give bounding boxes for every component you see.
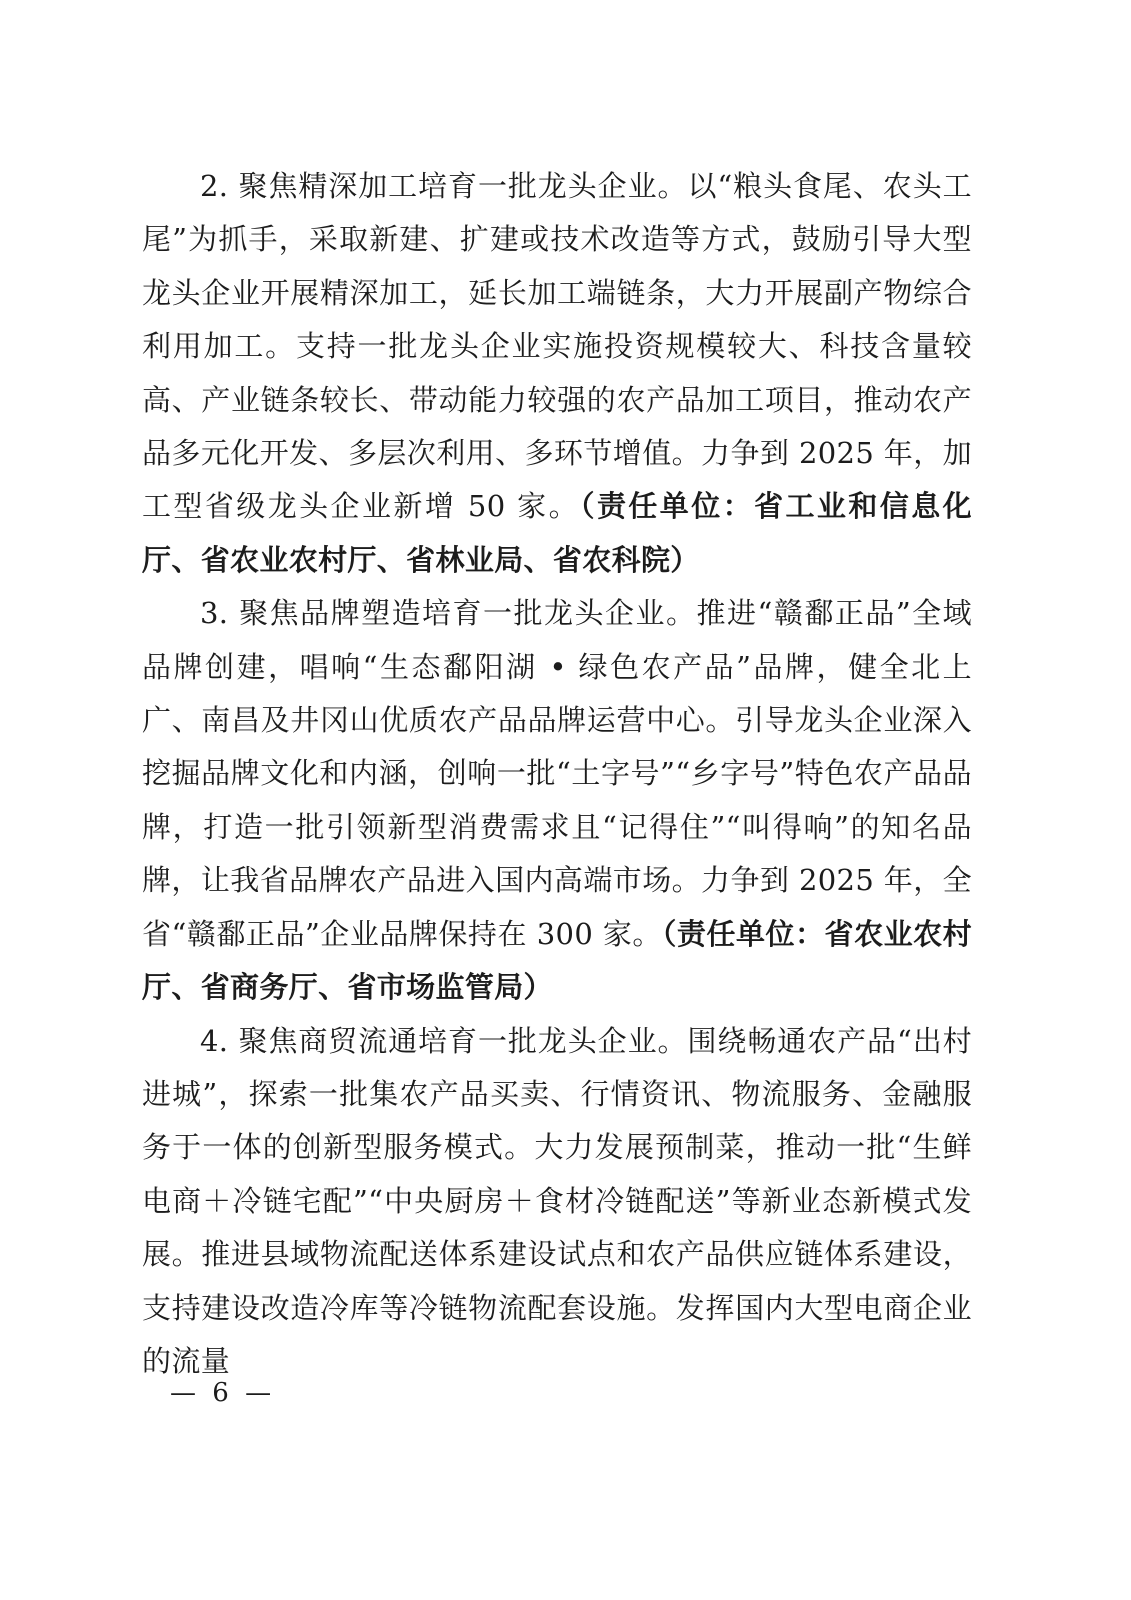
paragraph-3-text: 3. 聚焦品牌塑造培育一批龙头企业。推进“赣鄱正品”全域品牌创建，唱响“生态鄱阳湖 • 绿色农产品”品牌，健全北上广、南昌及井冈山优质农产品品牌运营中心。引导龙头企业深入挖掘品牌文化和内涵，创响一批“土字号”“乡字号”特色农产品品牌，打造一批引领新型消费需求且“记得住”“叫得响”的知名品牌，让我省品牌农产品进入国内高端市场。力争到 2025 年，全省“赣鄱正品”企业品牌保持在 300 家。 xyxy=(142,596,972,951)
paragraph-2-text: 2. 聚焦精深加工培育一批龙头企业。以“粮头食尾、农头工尾”为抓手，采取新建、扩建或技术改造等方式，鼓励引导大型龙头企业开展精深加工，延长加工端链条，大力开展副产物综合利用加工。支持一批龙头企业实施投资规模较大、科技含量较高、产业链条较长、带动能力较强的农产品加工项目，推动农产品多元化开发、多层次利用、多环节增值。力争到 2025 年，加工型省级龙头企业新增 50 家。 xyxy=(142,169,972,524)
page-number: — 6 — xyxy=(170,1378,276,1408)
paragraph-3-responsibility: （责任单位：省农业农村厅、省商务厅、省市场监管局） xyxy=(142,916,972,1005)
paragraph-3-branding xyxy=(142,587,972,1014)
document-body xyxy=(142,160,972,1388)
paragraph-4-text: 4. 聚焦商贸流通培育一批龙头企业。围绕畅通农产品“出村进城”，探索一批集农产品买卖、行情资讯、物流服务、金融服务于一体的创新型服务模式。大力发展预制菜，推动一批“生鲜电商＋冷链宅配”“中央厨房＋食材冷链配送”等新业态新模式发展。推进县域物流配送体系建设试点和农产品供应链体系建设，支持建设改造冷库等冷链物流配套设施。发挥国内大型电商企业的流量 xyxy=(142,1023,972,1378)
paragraph-2-responsibility: （责任单位：省工业和信息化厅、省农业农村厅、省林业局、省农科院） xyxy=(142,489,972,577)
paragraph-4-circulation xyxy=(142,1015,972,1389)
paragraph-2-processing xyxy=(142,160,972,587)
